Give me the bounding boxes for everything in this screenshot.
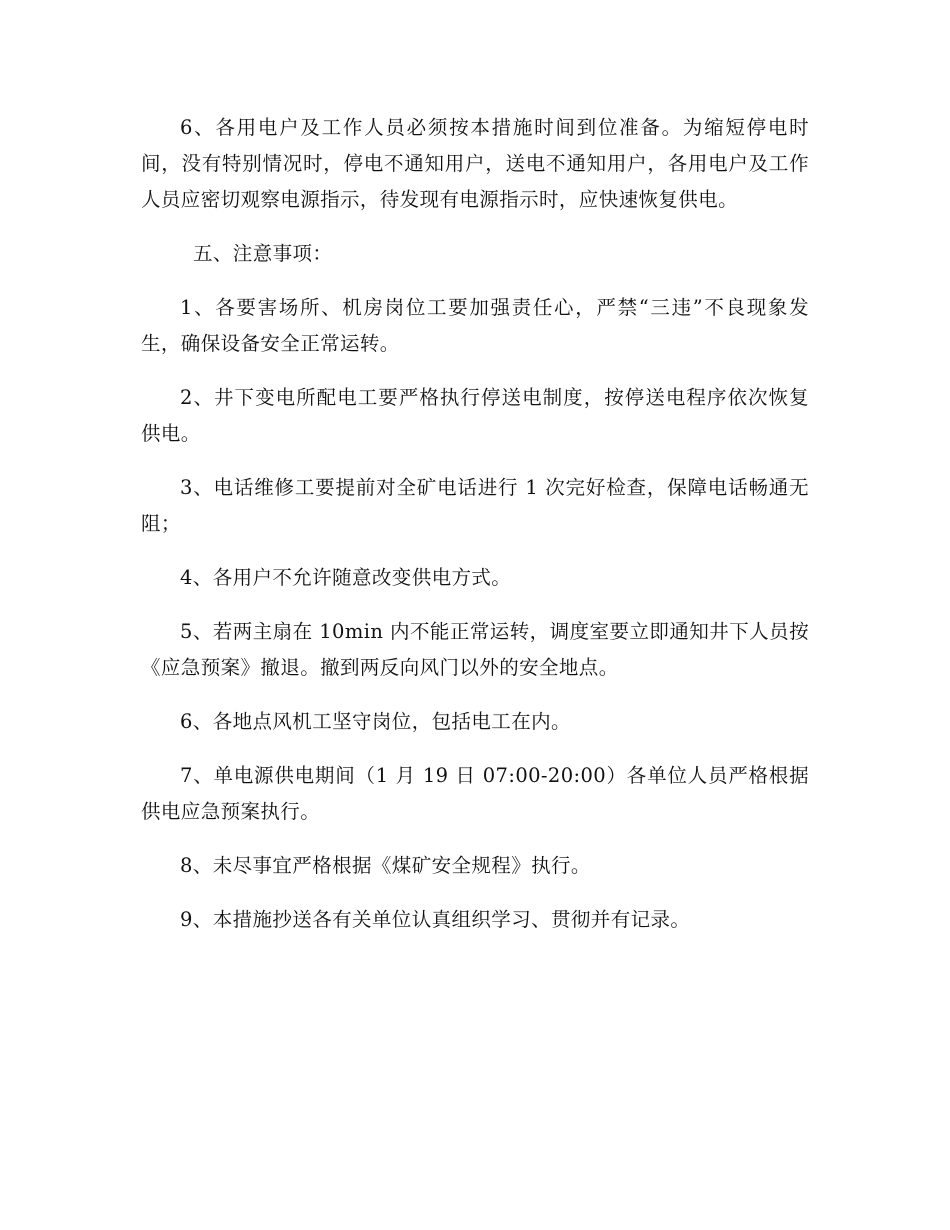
section-heading-notes: 五、注意事项： [193,242,333,265]
note-item-2: 2、井下变电所配电工要严格执行停送电制度，按停送电程序依次恢复供电。 [141,386,809,445]
document-body [141,110,809,956]
note-item-5: 5、若两主扇在 10min 内不能正常运转，调度室要立即通知井下人员按《应急预案》撤退。撤到两反向风门以外的安全地点。 [141,620,809,679]
note-item-3: 3、电话维修工要提前对全矿电话进行 1 次完好检查，保障电话畅通无阻； [141,476,809,535]
paragraph-item-6-prep: 6、各用电户及工作人员必须按本措施时间到位准备。为缩短停电时间，没有特别情况时，停电不通知用户，送电不通知用户，各用电户及工作人员应密切观察电源指示，待发现有电源指示时，应快速恢复供电。 [141,116,809,211]
note-item-4: 4、各用户不允许随意改变供电方式。 [180,566,512,589]
note-item-8: 8、未尽事宜严格根据《煤矿安全规程》执行。 [180,854,591,877]
note-item-7: 7、单电源供电期间（1 月 19 日 07:00-20:00）各单位人员严格根据供电应急预案执行。 [141,764,809,823]
note-item-9: 9、本措施抄送各有关单位认真组织学习、贯彻并有记录。 [180,908,691,931]
note-item-1: 1、各要害场所、机房岗位工要加强责任心，严禁“三违”不良现象发生，确保设备安全正常运转。 [141,296,809,355]
note-item-6: 6、各地点风机工坚守岗位，包括电工在内。 [180,710,571,733]
